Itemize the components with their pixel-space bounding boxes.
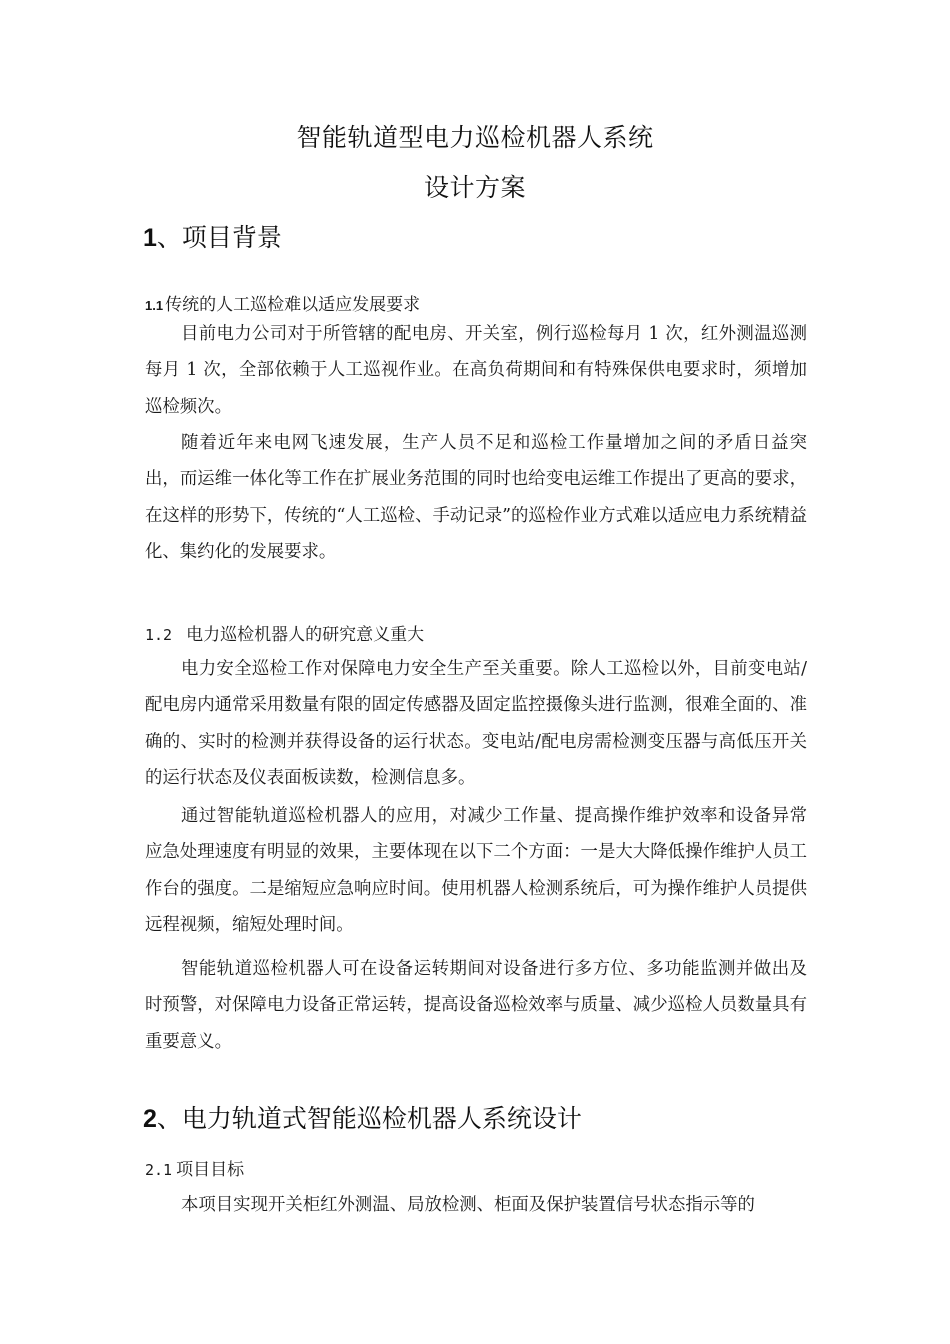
- paragraph: 目前电力公司对于所管辖的配电房、开关室，例行巡检每月 1 次，红外测温巡测每月 1 次，全部依赖于人工巡视作业。在高负荷期间和有特殊保供电要求时，须增加巡检频次。: [145, 324, 807, 417]
- section-1-heading: [143, 218, 282, 254]
- paragraph: 随着近年来电网飞速发展，生产人员不足和巡检工作量增加之间的矛盾日益突出，而运维一体化等工作在扩展业务范围的同时也给变电运维工作提出了更高的要求，在这样的形势下，传统的“人工巡检、手动记录”的巡检作业方式难以适应电力系统精益化、集约化的发展要求。: [145, 433, 807, 563]
- section-1-1-title: 传统的人工巡检难以适应发展要求: [165, 295, 421, 315]
- section-1-title: 、项目背景: [156, 223, 282, 252]
- document-subtitle: 设计方案: [423, 173, 526, 202]
- paragraph: 智能轨道巡检机器人可在设备运转期间对设备进行多方位、多功能监测并做出及时预警，对保障电力设备正常运转，提高设备巡检效率与质量、减少巡检人员数量具有重要意义。: [145, 959, 807, 1052]
- section-2-heading: [143, 1099, 582, 1135]
- section-1-2-title: 电力巡检机器人的研究意义重大: [186, 625, 425, 645]
- section-2-title: 、电力轨道式智能巡检机器人系统设计: [156, 1104, 582, 1133]
- paragraph: 本项目实现开关柜红外测温、局放检测、柜面及保护装置信号状态指示等的: [181, 1195, 755, 1215]
- section-1-2-heading: [145, 620, 424, 645]
- section-1-1-number: 1.1: [145, 298, 164, 313]
- section-1-2-number: 1.2: [145, 626, 173, 644]
- section-1-number: 1: [143, 224, 157, 252]
- section-1-1-heading: [145, 290, 420, 315]
- section-2-1-title: 项目目标: [176, 1160, 245, 1180]
- paragraph: 电力安全巡检工作对保障电力安全生产至关重要。除人工巡检以外，目前变电站/配电房内通常采用数量有限的固定传感器及固定监控摄像头进行监测，很难全面的、准确的、实时的检测并获得设备的运行状态。变电站/配电房需检测变压器与高低压开关的运行状态及仪表面板读数，检测信息多。: [145, 659, 807, 789]
- document-title: 智能轨道型电力巡检机器人系统: [296, 123, 654, 152]
- section-2-number: 2: [143, 1105, 157, 1133]
- paragraph: 通过智能轨道巡检机器人的应用，对减少工作量、提高操作维护效率和设备异常应急处理速度有明显的效果，主要体现在以下二个方面：一是大大降低操作维护人员工作台的强度。二是缩短应急响应时间。使用机器人检测系统后，可为操作维护人员提供远程视频，缩短处理时间。: [145, 806, 807, 936]
- section-2-1-number: 2.1: [145, 1161, 173, 1179]
- section-2-1-heading: [145, 1155, 244, 1180]
